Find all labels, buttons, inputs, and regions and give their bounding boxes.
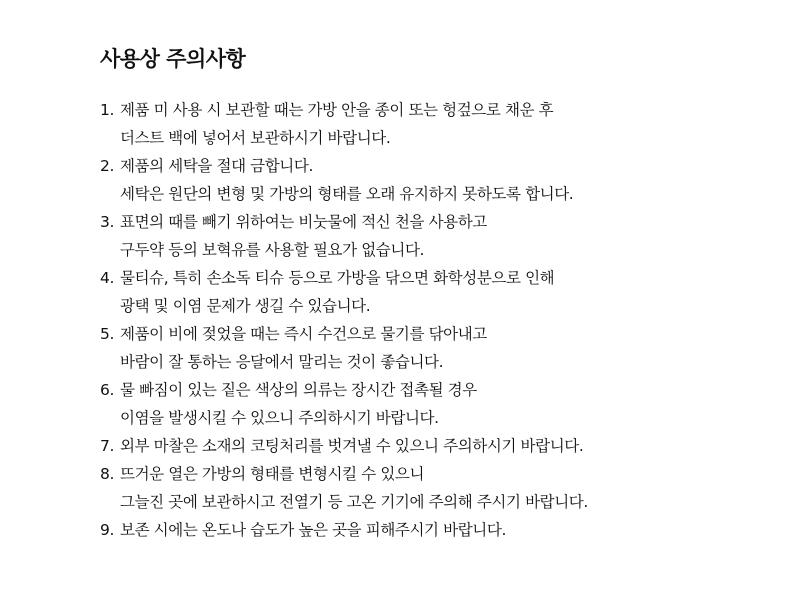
list-item: [100, 376, 780, 432]
item-line: 보존 시에는 온도나 습도가 높은 곳을 피해주시기 바랍니다.: [120, 521, 506, 539]
item-text: [120, 516, 506, 544]
item-text: [120, 376, 477, 432]
item-number: 5.: [100, 325, 114, 343]
item-line: 바람이 잘 통하는 응달에서 말리는 것이 좋습니다.: [120, 353, 444, 371]
care-instructions-document: [100, 44, 780, 544]
list-item: [100, 152, 780, 208]
item-line: 제품 미 사용 시 보관할 때는 가방 안을 종이 또는 헝겊으로 채운 후: [120, 101, 554, 119]
item-line: 더스트 백에 넣어서 보관하시기 바랍니다.: [120, 129, 391, 147]
list-item: [100, 516, 780, 544]
item-line: 광택 및 이염 문제가 생길 수 있습니다.: [120, 297, 371, 315]
item-line: 그늘진 곳에 보관하시고 전열기 등 고온 기기에 주의해 주시기 바랍니다.: [120, 493, 588, 511]
caution-list: [100, 96, 780, 544]
item-number: 2.: [100, 157, 114, 175]
item-text: [120, 264, 554, 320]
item-text: [120, 208, 487, 264]
item-line: 제품이 비에 젖었을 때는 즉시 수건으로 물기를 닦아내고: [120, 325, 487, 343]
list-item: [100, 96, 780, 152]
item-number: 1.: [100, 101, 114, 119]
item-text: [120, 460, 588, 516]
item-number: 6.: [100, 381, 114, 399]
list-item: [100, 264, 780, 320]
item-line: 표면의 때를 빼기 위하여는 비눗물에 적신 천을 사용하고: [120, 213, 487, 231]
item-text: [120, 152, 573, 208]
item-line: 물티슈, 특히 손소독 티슈 등으로 가방을 닦으면 화학성분으로 인해: [120, 269, 555, 287]
list-item: [100, 460, 780, 516]
item-line: 이염을 발생시킬 수 있으니 주의하시기 바랍니다.: [120, 409, 439, 427]
item-line: 구두약 등의 보혁유를 사용할 필요가 없습니다.: [120, 241, 425, 259]
list-item: [100, 320, 780, 376]
item-text: [120, 320, 487, 376]
list-item: [100, 432, 780, 460]
item-number: 4.: [100, 269, 114, 287]
item-line: 외부 마찰은 소재의 코팅처리를 벗겨낼 수 있으니 주의하시기 바랍니다.: [120, 437, 584, 455]
item-line: 물 빠짐이 있는 짙은 색상의 의류는 장시간 접촉될 경우: [120, 381, 477, 399]
item-line: 뜨거운 열은 가방의 형태를 변형시킬 수 있으니: [120, 465, 425, 483]
item-text: [120, 96, 553, 152]
item-number: 3.: [100, 213, 114, 231]
item-line: 제품의 세탁을 절대 금합니다.: [120, 157, 313, 175]
item-text: [120, 432, 583, 460]
list-item: [100, 208, 780, 264]
item-line: 세탁은 원단의 변형 및 가방의 형태를 오래 유지하지 못하도록 합니다.: [120, 185, 574, 203]
item-number: 7.: [100, 437, 114, 455]
page-title: 사용상 주의사항: [100, 47, 246, 71]
item-number: 8.: [100, 465, 114, 483]
item-number: 9.: [100, 521, 114, 539]
